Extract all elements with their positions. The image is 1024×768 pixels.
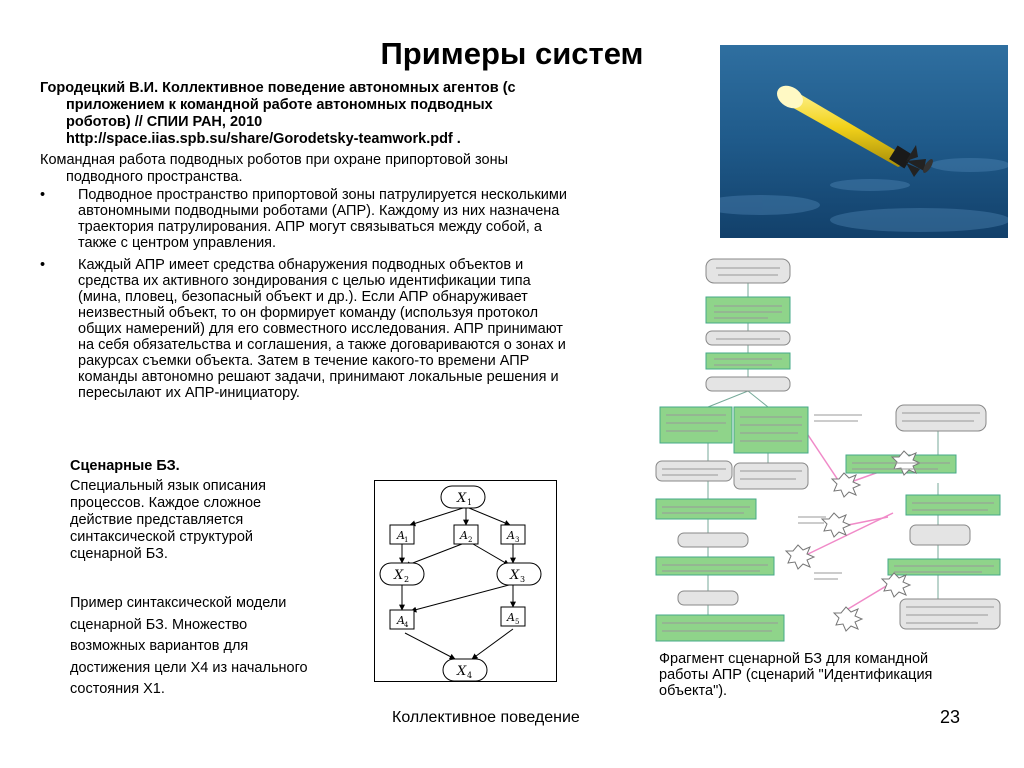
node-a3-sub: 3	[515, 536, 520, 544]
bullet-line: неизвестный объект, то он формирует команду (используя протокол	[78, 305, 539, 321]
citation-url: http://space.iias.spb.su/share/Gorodetsky-teamwork.pdf .	[66, 131, 461, 147]
scenario-line: сценарной БЗ.	[70, 546, 168, 562]
model-line: возможных вариантов для	[70, 638, 249, 654]
footer-title: Коллективное поведение	[392, 709, 580, 726]
bullet-line: траектория патрулирования. АПР могут связываться между собой, а	[78, 219, 542, 235]
node-x1-sub: 1	[467, 498, 473, 507]
citation-line: Городецкий В.И. Коллективное поведение автономных агентов (с	[40, 80, 516, 96]
scenario-description	[70, 478, 310, 563]
bullet-line: автономными подводными роботами (АПР). Каждому из них назначена	[78, 203, 560, 219]
scenario-line: синтаксической структурой	[70, 529, 253, 545]
scenario-line: процессов. Каждое сложное	[70, 495, 262, 511]
scenario-line: действие представляется	[70, 512, 244, 528]
syntax-model-diagram	[374, 480, 557, 682]
node-a2-sub: 2	[468, 536, 473, 544]
node-x4-sub: 4	[467, 671, 473, 680]
bullet-marker: •	[40, 257, 46, 273]
node-x3-label: X	[510, 568, 520, 583]
page-number: 23	[940, 707, 961, 727]
model-line: состояния X1.	[70, 681, 165, 697]
bullet-line: (мина, пловец, безопасный объект и др.). Если АПР обнаруживает	[78, 289, 528, 305]
bullet-line: Каждый АПР имеет средства обнаружения подводных объектов и	[78, 257, 524, 273]
node-x2-label: X	[394, 568, 404, 583]
caption-line: объекта").	[659, 683, 728, 699]
bullet-line: на себя обязательства и соглашения, а также договариваются о зонах и	[78, 337, 566, 353]
bullet-line: ракурсах съемки объекта. Затем в течение какого-то времени АПР	[78, 353, 530, 369]
robot-illustration	[720, 45, 1008, 238]
node-a4-label: A	[397, 614, 405, 627]
underwater-robot-photo	[720, 45, 1008, 238]
citation-line: роботов) // СПИИ РАН, 2010	[66, 114, 263, 130]
intro-paragraph	[40, 152, 640, 186]
scenario-flowchart	[648, 255, 1004, 647]
node-x3-sub: 3	[520, 575, 526, 584]
model-line: достижения цели X4 из начального	[70, 659, 308, 676]
intro-line: подводного пространства.	[66, 169, 243, 185]
bullet-line: пересылают их АПР-инициатору.	[78, 385, 300, 401]
node-x1-label: X	[457, 491, 467, 506]
bullet-marker: •	[40, 187, 46, 203]
bullet-line: общих намерений) для его совместного исследования. АПР принимают	[78, 321, 563, 337]
node-a5-label: A	[507, 611, 515, 624]
node-a1-label: A	[397, 529, 405, 542]
citation	[40, 80, 640, 148]
node-a3-label: A	[507, 529, 515, 542]
bullet-line: Подводное пространство припортовой зоны патрулируется несколькими	[78, 187, 567, 203]
node-a1-sub: 1	[404, 536, 409, 544]
flowchart-caption	[659, 651, 989, 699]
caption-line: Фрагмент сценарной БЗ для командной	[659, 651, 929, 667]
node-a4-sub: 4	[404, 621, 409, 629]
node-a5-sub: 5	[515, 618, 520, 626]
bullet-line: средства их активного зондирования с целью идентификации типа	[78, 273, 531, 289]
scenario-line: Специальный язык описания	[70, 478, 267, 494]
diagram-graph	[375, 481, 558, 683]
bullet-line: также с центром управления.	[78, 235, 277, 251]
slide-title: Примеры систем	[380, 36, 644, 71]
model-description	[70, 593, 360, 701]
flowchart-graphic	[648, 255, 1004, 647]
model-line: сценарной БЗ. Множество	[70, 616, 248, 633]
intro-line: Командная работа подводных роботов при охране припортовой зоны	[40, 152, 509, 168]
scenario-title: Сценарные БЗ.	[70, 458, 180, 474]
model-line: Пример синтаксической модели	[70, 595, 287, 611]
node-x4-label: X	[457, 664, 467, 679]
citation-line: приложением к командной работе автономных подводных	[66, 97, 493, 113]
node-x2-sub: 2	[404, 575, 410, 584]
node-a2-label: A	[460, 529, 468, 542]
bullet-line: команды автономно решают задачи, принимают локальные решения и	[78, 369, 559, 385]
caption-line: работы АПР (сценарий "Идентификация	[659, 667, 933, 683]
